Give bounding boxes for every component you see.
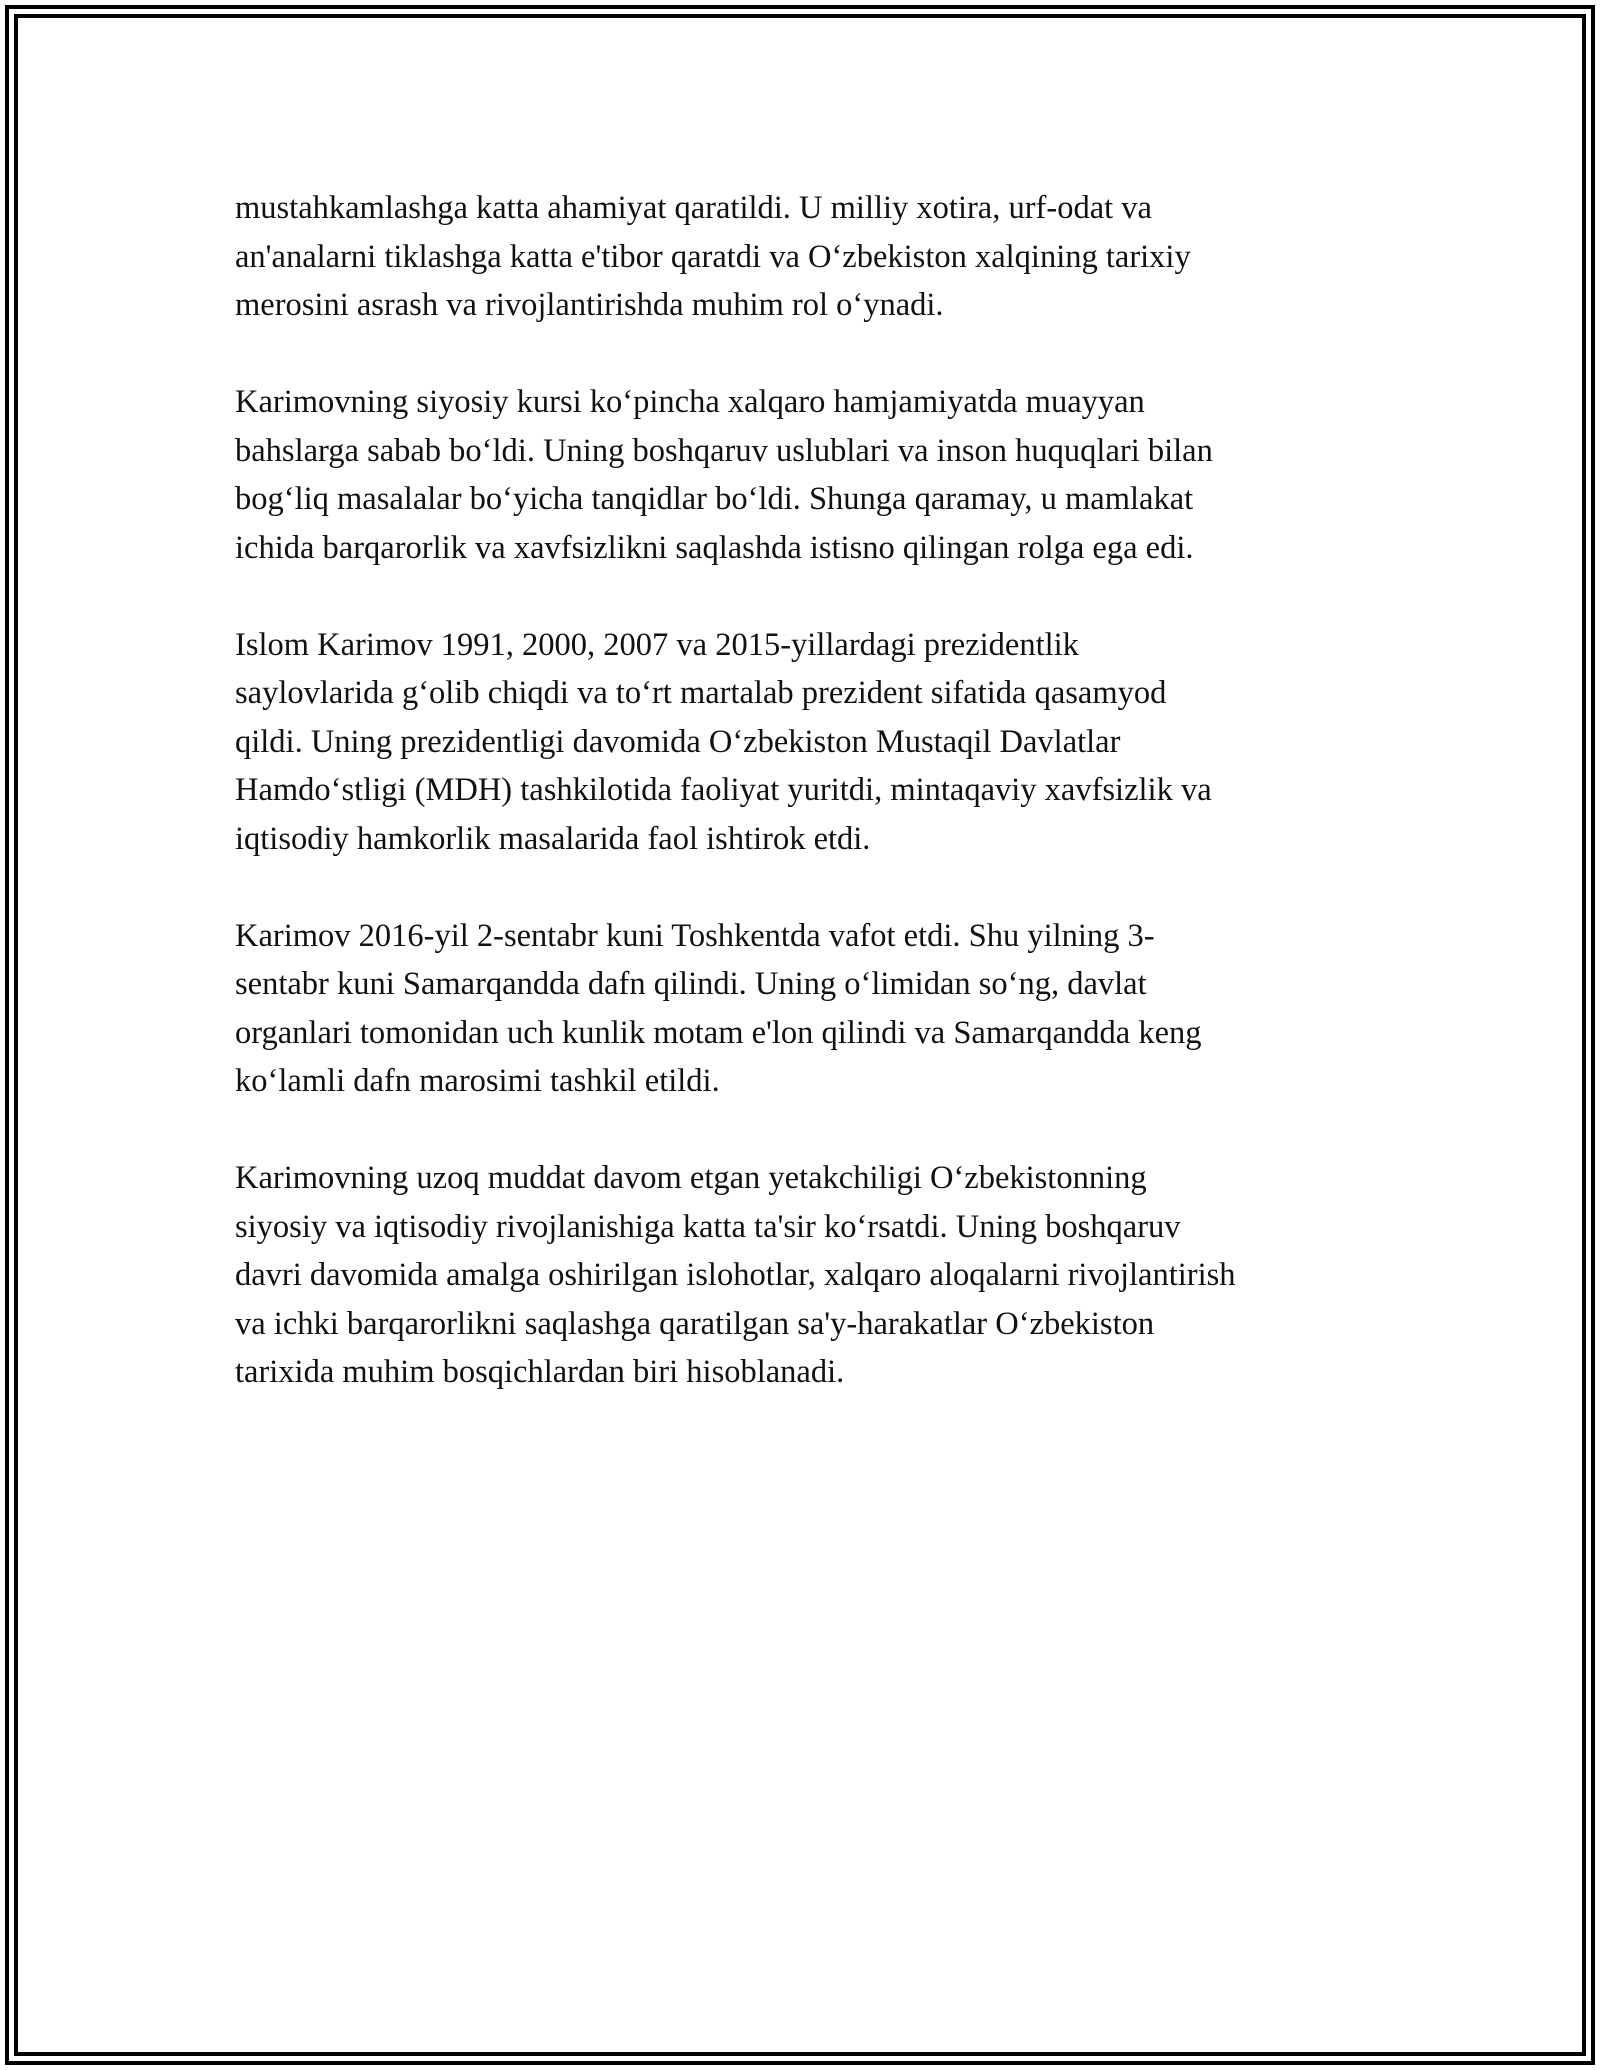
paragraph-4 [235,912,1385,1106]
text-line: va ichki barqarorlikni saqlashga qaratilgan sa'y-harakatlar O‘zbekiston [235,1305,1155,1342]
text-line: an'analarni tiklashga katta e'tibor qaratdi va O‘zbekiston xalqining tarixiy [235,238,1191,275]
text-line: davri davomida amalga oshirilgan islohotlar, xalqaro aloqalarni rivojlantirish [235,1257,1236,1293]
text-line: tarixida muhim bosqichlardan biri hisoblanadi. [235,1354,845,1390]
text-line: Islom Karimov 1991, 2000, 2007 va 2015-yillardagi prezidentlik [235,626,1079,663]
text-line: sentabr kuni Samarqandda dafn qilindi. Uning o‘limidan so‘ng, davlat [235,966,1147,1002]
text-line: ichida barqarorlik va xavfsizlikni saqlashda istisno qilingan rolga ega edi. [235,529,1194,566]
text-line: iqtisodiy hamkorlik masalarida faol ishtirok etdi. [235,820,871,857]
text-line: Hamdo‘stligi (MDH) tashkilotida faoliyat yuritdi, mintaqaviy xavfsizlik va [235,772,1212,808]
text-line: saylovlarida g‘olib chiqdi va to‘rt martalab prezident sifatida qasamyod [235,675,1167,711]
paragraph-2 [235,378,1385,572]
text-line: siyosiy va iqtisodiy rivojlanishiga katta ta'sir ko‘rsatdi. Uning boshqaruv [235,1208,1181,1245]
paragraph-5 [235,1154,1385,1397]
paragraph-1 [235,184,1385,330]
paragraph-3 [235,621,1385,864]
text-line: Karimovning uzoq muddat davom etgan yetakchiligi O‘zbekistonning [235,1160,1147,1196]
text-line: Karimov 2016-yil 2-sentabr kuni Toshkentda vafot etdi. Shu yilning 3- [235,917,1155,954]
text-line: ko‘lamli dafn marosimi tashkil etildi. [235,1063,720,1099]
text-line: bog‘liq masalalar bo‘yicha tanqidlar bo‘ldi. Shunga qaramay, u mamlakat [235,481,1194,517]
text-line: qildi. Uning prezidentligi davomida O‘zbekiston Mustaqil Davlatlar [235,723,1121,760]
text-line: merosini asrash va rivojlantirishda muhim rol o‘ynadi. [235,287,944,323]
text-line: mustahkamlashga katta ahamiyat qaratildi. U milliy xotira, urf-odat va [235,190,1152,226]
text-line: Karimovning siyosiy kursi ko‘pincha xalqaro hamjamiyatda muayyan [235,384,1145,420]
document-body [235,184,1385,1445]
text-line: organlari tomonidan uch kunlik motam e'lon qilindi va Samarqandda keng [235,1014,1202,1051]
text-line: bahslarga sabab bo‘ldi. Uning boshqaruv uslublari va inson huquqlari bilan [235,432,1213,469]
